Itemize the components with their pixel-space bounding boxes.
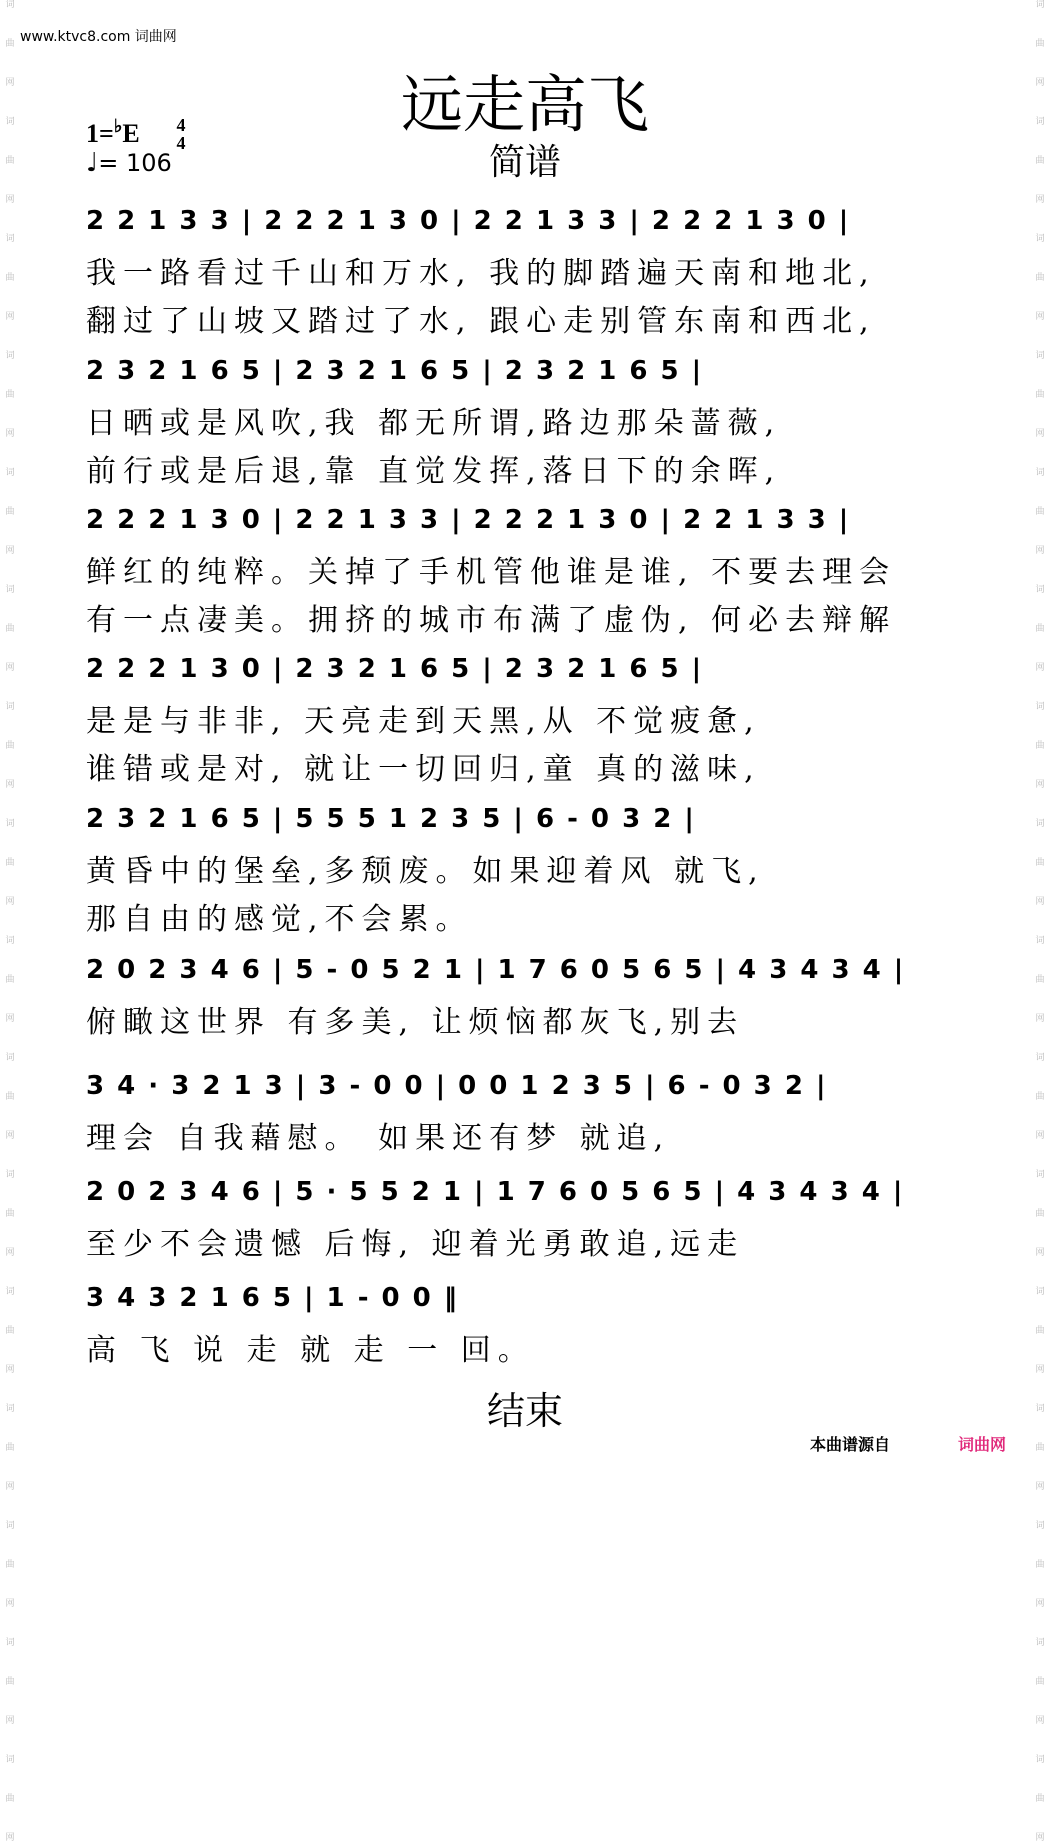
watermark-char: 网 <box>5 1833 15 1843</box>
notation-line: 2 2 1 3 3 | 2 2 2 1 3 0 | 2 2 1 3 3 | 2 2 2 1 3 0 | <box>86 206 851 236</box>
watermark-char: 词 <box>1035 0 1045 10</box>
watermark-char: 曲 <box>1035 1677 1045 1687</box>
watermark-char: 网 <box>1035 897 1045 907</box>
watermark-char: 曲 <box>5 624 15 634</box>
watermark-char: 词 <box>5 0 15 10</box>
watermark-char: 曲 <box>1035 390 1045 400</box>
lyric-line: 有一点凄美。拥挤的城市布满了虚伪, 何必去辩解 <box>86 603 897 638</box>
watermark-char: 词 <box>5 1404 15 1414</box>
watermark-char: 网 <box>5 1482 15 1492</box>
watermark-char: 曲 <box>5 741 15 751</box>
lyric-line: 我一路看过千山和万水, 我的脚踏遍天南和地北, <box>86 256 876 291</box>
watermark-char: 网 <box>5 1131 15 1141</box>
watermark-char: 网 <box>5 1716 15 1726</box>
watermark-char: 网 <box>5 429 15 439</box>
credit-text: 本曲谱源自 <box>810 1435 891 1454</box>
watermark-char: 网 <box>1035 1131 1045 1141</box>
watermark-char: 曲 <box>1035 624 1045 634</box>
watermark-char: 网 <box>5 1365 15 1375</box>
key-letter: E <box>122 119 140 148</box>
watermark-char: 词 <box>1035 819 1045 829</box>
notation-line: 2 3 2 1 6 5 | 2 3 2 1 6 5 | 2 3 2 1 6 5 | <box>86 356 704 386</box>
watermark-char: 词 <box>5 234 15 244</box>
watermark-char: 词 <box>1035 702 1045 712</box>
watermark-char: 网 <box>1035 1014 1045 1024</box>
watermark-char: 词 <box>5 1755 15 1765</box>
notation-line: 2 2 2 1 3 0 | 2 3 2 1 6 5 | 2 3 2 1 6 5 | <box>86 654 704 684</box>
watermark-char: 曲 <box>1035 273 1045 283</box>
watermark-char: 曲 <box>1035 975 1045 985</box>
watermark-char: 网 <box>5 663 15 673</box>
watermark-char: 曲 <box>5 1794 15 1804</box>
watermark-char: 曲 <box>5 858 15 868</box>
watermark-char: 网 <box>1035 1599 1045 1609</box>
watermark-char: 词 <box>5 117 15 127</box>
flat-sign: ♭ <box>113 116 123 136</box>
watermark-char: 曲 <box>1035 741 1045 751</box>
lyric-line: 翻过了山坡又踏过了水, 跟心走别管东南和西北, <box>86 304 876 339</box>
watermark-char: 网 <box>5 897 15 907</box>
watermark-char: 词 <box>5 1638 15 1648</box>
watermark-char: 曲 <box>5 507 15 517</box>
lyric-line: 俯瞰这世界 有多美, 让烦恼都灰飞,别去 <box>86 1005 745 1040</box>
lyric-line: 至少不会遗憾 后悔, 迎着光勇敢追,远走 <box>86 1227 745 1262</box>
lyric-line: 是是与非非, 天亮走到天黑,从 不觉疲惫, <box>86 704 761 739</box>
notation-line: 2 2 2 1 3 0 | 2 2 1 3 3 | 2 2 2 1 3 0 | 2 2 1 3 3 | <box>86 505 851 535</box>
watermark-char: 曲 <box>1035 858 1045 868</box>
watermark-char: 词 <box>5 1287 15 1297</box>
watermark-char: 网 <box>5 780 15 790</box>
watermark-char: 网 <box>1035 1248 1045 1258</box>
song-title: 远走高飞 <box>400 68 649 141</box>
watermark-char: 曲 <box>1035 1560 1045 1570</box>
watermark-char: 词 <box>1035 1170 1045 1180</box>
watermark-char: 网 <box>1035 780 1045 790</box>
tempo-value: = 106 <box>98 149 172 177</box>
watermark-char: 词 <box>5 468 15 478</box>
notation-line: 2 0 2 3 4 6 | 5 - 0 5 2 1 | 1 7 6 0 5 6 5 | 4 3 4 3 4 | <box>86 955 906 985</box>
watermark-char: 词 <box>1035 1521 1045 1531</box>
notation-line: 3 4 3 2 1 6 5 | 1 - 0 0 ‖ <box>86 1283 459 1313</box>
watermark-char: 曲 <box>5 39 15 49</box>
watermark-char: 词 <box>1035 936 1045 946</box>
watermark-char: 曲 <box>5 1560 15 1570</box>
song-subtitle: 简谱 <box>488 142 561 183</box>
watermark-char: 曲 <box>5 390 15 400</box>
key-signature <box>86 116 140 149</box>
watermark-char: 曲 <box>5 1443 15 1453</box>
watermark-char: 网 <box>5 546 15 556</box>
watermark-char: 网 <box>1035 1365 1045 1375</box>
time-top: 4 <box>176 115 186 135</box>
key-prefix: 1= <box>86 119 114 148</box>
lyric-line: 理会 自我藉慰。 如果还有梦 就追, <box>86 1121 671 1156</box>
lyric-line: 鲜红的纯粹。关掉了手机管他谁是谁, 不要去理会 <box>86 555 897 590</box>
watermark-char: 词 <box>5 702 15 712</box>
watermark-char: 词 <box>1035 1755 1045 1765</box>
watermark-char: 曲 <box>5 975 15 985</box>
watermark-char: 网 <box>5 312 15 322</box>
watermark-char: 曲 <box>1035 1326 1045 1336</box>
ending-label: 结束 <box>486 1389 563 1433</box>
watermark-char: 网 <box>1035 546 1045 556</box>
watermark-char: 网 <box>1035 312 1045 322</box>
time-signature <box>172 116 190 152</box>
watermark-char: 词 <box>1035 1287 1045 1297</box>
watermark-char: 曲 <box>5 1209 15 1219</box>
watermark-char: 词 <box>1035 585 1045 595</box>
watermark-char: 曲 <box>5 1092 15 1102</box>
watermark-char: 词 <box>1035 117 1045 127</box>
watermark-char: 网 <box>1035 1482 1045 1492</box>
watermark-char: 网 <box>1035 1833 1045 1843</box>
watermark-char: 曲 <box>5 1326 15 1336</box>
watermark-char: 网 <box>1035 78 1045 88</box>
watermark-char: 网 <box>1035 663 1045 673</box>
watermark-left <box>2 0 18 1843</box>
notation-line: 3 4 · 3 2 1 3 | 3 - 0 0 | 0 0 1 2 3 5 | 6 - 0 3 2 | <box>86 1071 828 1101</box>
watermark-char: 词 <box>5 936 15 946</box>
watermark-char: 网 <box>5 1248 15 1258</box>
watermark-char: 曲 <box>5 156 15 166</box>
lyric-line: 谁错或是对, 就让一切回归,童 真的滋味, <box>86 752 761 787</box>
watermark-char: 词 <box>1035 1053 1045 1063</box>
watermark-char: 网 <box>5 1599 15 1609</box>
watermark-char: 曲 <box>5 1677 15 1687</box>
watermark-char: 词 <box>5 351 15 361</box>
watermark-char: 词 <box>5 819 15 829</box>
watermark-char: 曲 <box>1035 1209 1045 1219</box>
watermark-char: 网 <box>1035 1716 1045 1726</box>
time-bottom: 4 <box>176 133 186 153</box>
watermark-char: 曲 <box>1035 1443 1045 1453</box>
lyric-line: 那自由的感觉,不会累。 <box>86 902 473 937</box>
watermark-char: 词 <box>5 1521 15 1531</box>
watermark-char: 网 <box>5 1014 15 1024</box>
lyric-line: 前行或是后退,靠 直觉发挥,落日下的余晖, <box>86 454 782 489</box>
watermark-char: 网 <box>5 78 15 88</box>
lyric-line: 黄昏中的堡垒,多颓废。如果迎着风 就飞, <box>86 854 765 889</box>
watermark-char: 词 <box>5 585 15 595</box>
watermark-char: 网 <box>5 195 15 205</box>
lyric-line: 日晒或是风吹,我 都无所谓,路边那朵蔷薇, <box>86 406 782 441</box>
watermark-char: 词 <box>5 1170 15 1180</box>
watermark-char: 词 <box>1035 351 1045 361</box>
watermark-char: 曲 <box>1035 39 1045 49</box>
watermark-char: 词 <box>1035 1404 1045 1414</box>
source-url: www.ktvc8.com 词曲网 <box>20 29 177 45</box>
watermark-char: 曲 <box>5 273 15 283</box>
watermark-char: 曲 <box>1035 507 1045 517</box>
watermark-char: 词 <box>1035 1638 1045 1648</box>
lyric-line: 高 飞 说 走 就 走 一 回。 <box>86 1333 535 1368</box>
watermark-char: 词 <box>5 1053 15 1063</box>
watermark-char: 曲 <box>1035 1092 1045 1102</box>
watermark-right <box>1032 0 1048 1843</box>
watermark-char: 曲 <box>1035 156 1045 166</box>
credit-site: 词曲网 <box>958 1435 1007 1454</box>
watermark-char: 网 <box>1035 195 1045 205</box>
tempo-marking <box>86 148 172 178</box>
notation-line: 2 3 2 1 6 5 | 5 5 5 1 2 3 5 | 6 - 0 3 2 | <box>86 804 696 834</box>
watermark-char: 词 <box>1035 234 1045 244</box>
watermark-char: 曲 <box>1035 1794 1045 1804</box>
notation-line: 2 0 2 3 4 6 | 5 · 5 5 2 1 | 1 7 6 0 5 6 5 | 4 3 4 3 4 | <box>86 1177 905 1207</box>
quarter-note-icon: ♩ <box>86 148 99 178</box>
watermark-char: 网 <box>1035 429 1045 439</box>
watermark-char: 词 <box>1035 468 1045 478</box>
